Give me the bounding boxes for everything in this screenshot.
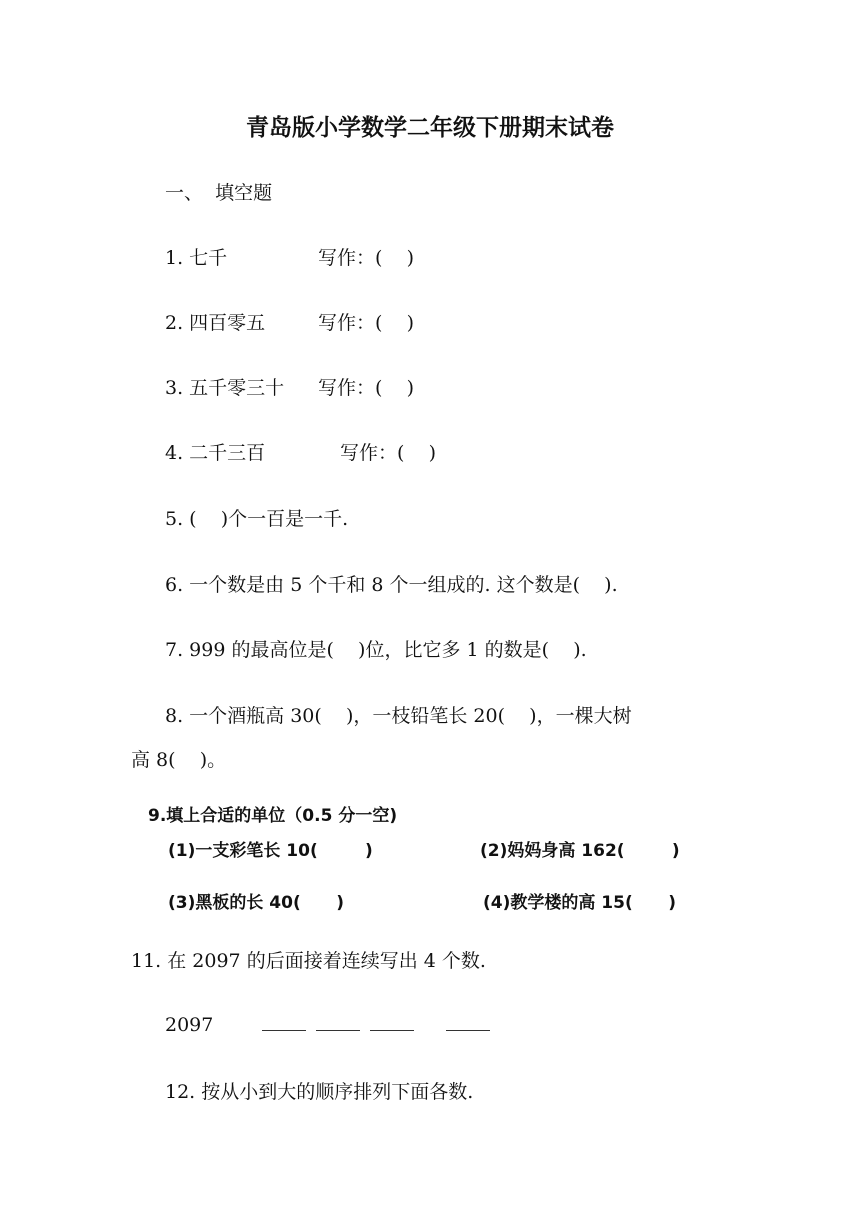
question-12: 12. 按从小到大的顺序排列下面各数.	[165, 1081, 474, 1103]
question-9-title: 9.填上合适的单位（0.5 分一空)	[148, 806, 398, 826]
answer-blank-4[interactable]	[446, 1030, 490, 1031]
question-9-item-2: (2)妈妈身高 162( )	[480, 841, 680, 861]
question-3-label: 3. 五千零三十	[165, 377, 285, 399]
question-9-item-1: (1)一支彩笔长 10( )	[168, 841, 373, 861]
question-3-answer: 写作：( )	[318, 377, 414, 399]
question-2-label: 2. 四百零五	[165, 312, 266, 334]
question-4-answer: 写作：( )	[340, 442, 436, 464]
question-9-item-4: (4)教学楼的高 15( )	[483, 893, 676, 913]
answer-blank-1[interactable]	[262, 1030, 306, 1031]
section-heading: 一、 填空题	[165, 182, 273, 204]
question-1-label: 1. 七千	[165, 247, 228, 269]
question-7: 7. 999 的最高位是( )位，比它多 1 的数是( ).	[165, 639, 587, 661]
answer-blank-2[interactable]	[316, 1030, 360, 1031]
answer-blank-3[interactable]	[370, 1030, 414, 1031]
question-5: 5. ( )个一百是一千.	[165, 508, 349, 530]
question-1-answer: 写作：( )	[318, 247, 414, 269]
question-6: 6. 一个数是由 5 个千和 8 个一组成的. 这个数是( ).	[165, 574, 618, 596]
question-4-label: 4. 二千三百	[165, 442, 266, 464]
page-title: 青岛版小学数学二年级下册期末试卷	[246, 115, 614, 141]
question-2-answer: 写作：( )	[318, 312, 414, 334]
question-8-line-1: 8. 一个酒瓶高 30( )，一枝铅笔长 20( )，一棵大树	[165, 705, 632, 727]
question-11: 11. 在 2097 的后面接着连续写出 4 个数.	[131, 950, 486, 972]
question-8-line-2: 高 8( )。	[131, 749, 227, 771]
question-11-start-number: 2097	[165, 1014, 214, 1036]
question-9-item-3: (3)黑板的长 40( )	[168, 893, 344, 913]
